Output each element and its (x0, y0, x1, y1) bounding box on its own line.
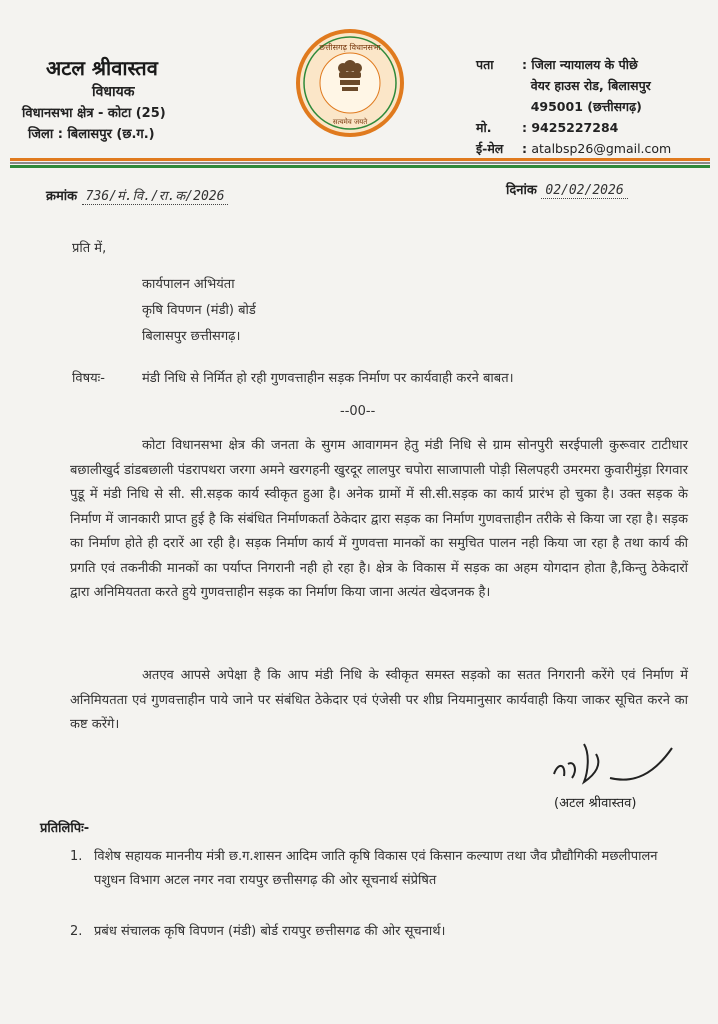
header-rule-saffron (10, 158, 710, 161)
subject-text: मंडी निधि से निर्मित हो रही गुणवत्ताहीन सड़क निर्माण पर कार्यवाही करने बाबत। (142, 371, 514, 386)
recipient-line3: बिलासपुर छत्तीसगढ़। (142, 329, 241, 344)
seal-bottom-text: सत्यमेव जयते (332, 118, 368, 126)
address-line3: 495001 (छत्तीसगढ़) (530, 99, 642, 114)
recipient-line2: कृषि विपणन (मंडी) बोर्ड (142, 303, 256, 318)
address-label: पता (476, 57, 494, 72)
mobile-label: मो. (476, 120, 492, 135)
handwritten-signature (544, 734, 684, 788)
assembly-seal (295, 28, 405, 138)
address-line1: जिला न्यायालय के पीछे (531, 57, 638, 72)
letter-date: दिनांक 02/02/2026 (506, 180, 628, 198)
constituency: विधानसभा क्षेत्र - कोटा (25) (22, 106, 166, 121)
email-address: atalbsp26@gmail.com (531, 141, 672, 156)
mobile-number: 9425227284 (531, 120, 619, 135)
body-paragraph-1: कोटा विधानसभा क्षेत्र की जनता के सुगम आवागमन हेतु मंडी निधि से ग्राम सोनपुरी सरईपाली कुरूवार टाटीधार बछालीखुर्द डांडबछाली पंडरापथरा जरगा अमने खरगहनी खुरदूर लालपुर चपोरा साजापाली पोड़ी सिलपहरी उमरमरा कुवारीमुंड़ा रिगवार पुडू में मंडी निधि से सी. सी.सड़क कार्य स्वीकृत हुआ है। अनेक ग्रामों में सी.सी.सड़क का कार्य प्रारंभ हो चुका है। उक्त सड़क के निर्माण में जानकारी प्राप्त हुई है कि संबंधित निर्माणकर्ता ठेकेदार द्वारा सड़क का निर्माण गुणवत्ताहीन तरीके से किया जा रहा है। सड़क का निर्माण होते ही दरारें आ रही है। सड़क निर्माण कार्य में गुणवत्ता मानकों का समुचित पालन नही किया जा रहा है तथा कार्य की प्रगति एवं तकनीकी मानकों का पर्याप्त निगरानी नही हो रहा है। क्षेत्र के विकास में सड़क का अहम योगदान होता है,किन्तु ठेकेदारों द्वारा अनिमियतता करते हुये गुणवत्ताहीन सड़क का निर्माण किया जाना अत्यंत खेदजनक है। (70, 438, 688, 600)
separator: --00-- (340, 404, 376, 419)
copy-item: 2. प्रबंध संचालक कृषि विपणन (मंडी) बोर्ड रायपुर छत्तीसगढ की ओर सूचनार्थ। (70, 924, 446, 939)
address-block: पता : जिला न्यायालय के पीछे वेयर हाउस रोड, बिलासपुर 495001 (छत्तीसगढ़) मो. : 9425227284 ई-मेल : atalbsp26@gmail.com (476, 54, 671, 159)
designation: विधायक (92, 84, 135, 100)
copy-item: 1. विशेष सहायक माननीय मंत्री छ.ग.शासन आदिम जाति कृषि विकास एवं किसान कल्याण तथा जैव प्रौद्यौगिकी मछलीपालन पशुधन विभाग अटल नगर नवा रायपुर छत्तीसगढ़ की ओर सूचनार्थ संप्रेषित (70, 849, 658, 888)
subject-label: विषयः- (72, 371, 105, 386)
signatory-name: (अटल श्रीवास्तव) (554, 796, 637, 811)
header-rule-green (10, 165, 710, 168)
header-rule-grey (10, 162, 710, 164)
prati-label: प्रति में, (72, 241, 107, 256)
district: जिला : बिलासपुर (छ.ग.) (28, 127, 155, 142)
body-paragraph-2: अतएव आपसे अपेक्षा है कि आप मंडी निधि के स्वीकृत समस्त सड़को का सतत निगरानी करेंगे एवं निर्माण में अनिमियतता एवं गुणवत्ताहीन पाये जाने पर संबंधित ठेकेदार एवं एंजेसी पर शीघ्र नियमानुसार कार्यवाही किया जाकर सूचित करने का कष्ट करेंगे। (70, 668, 688, 732)
copy-to-label: प्रतिलिपिः- (40, 821, 90, 836)
address-line2: वेयर हाउस रोड, बिलासपुर (530, 78, 651, 93)
recipient-line1: कार्यपालन अभियंता (142, 277, 235, 292)
seal-top-text: छत्तीसगढ़ विधानसभा (319, 43, 381, 52)
email-label: ई-मेल (476, 141, 504, 156)
mla-name: अटल श्रीवास्तव (46, 56, 158, 80)
reference-number: क्रमांक 736/मं.वि./रा.क/2026 (46, 186, 228, 204)
